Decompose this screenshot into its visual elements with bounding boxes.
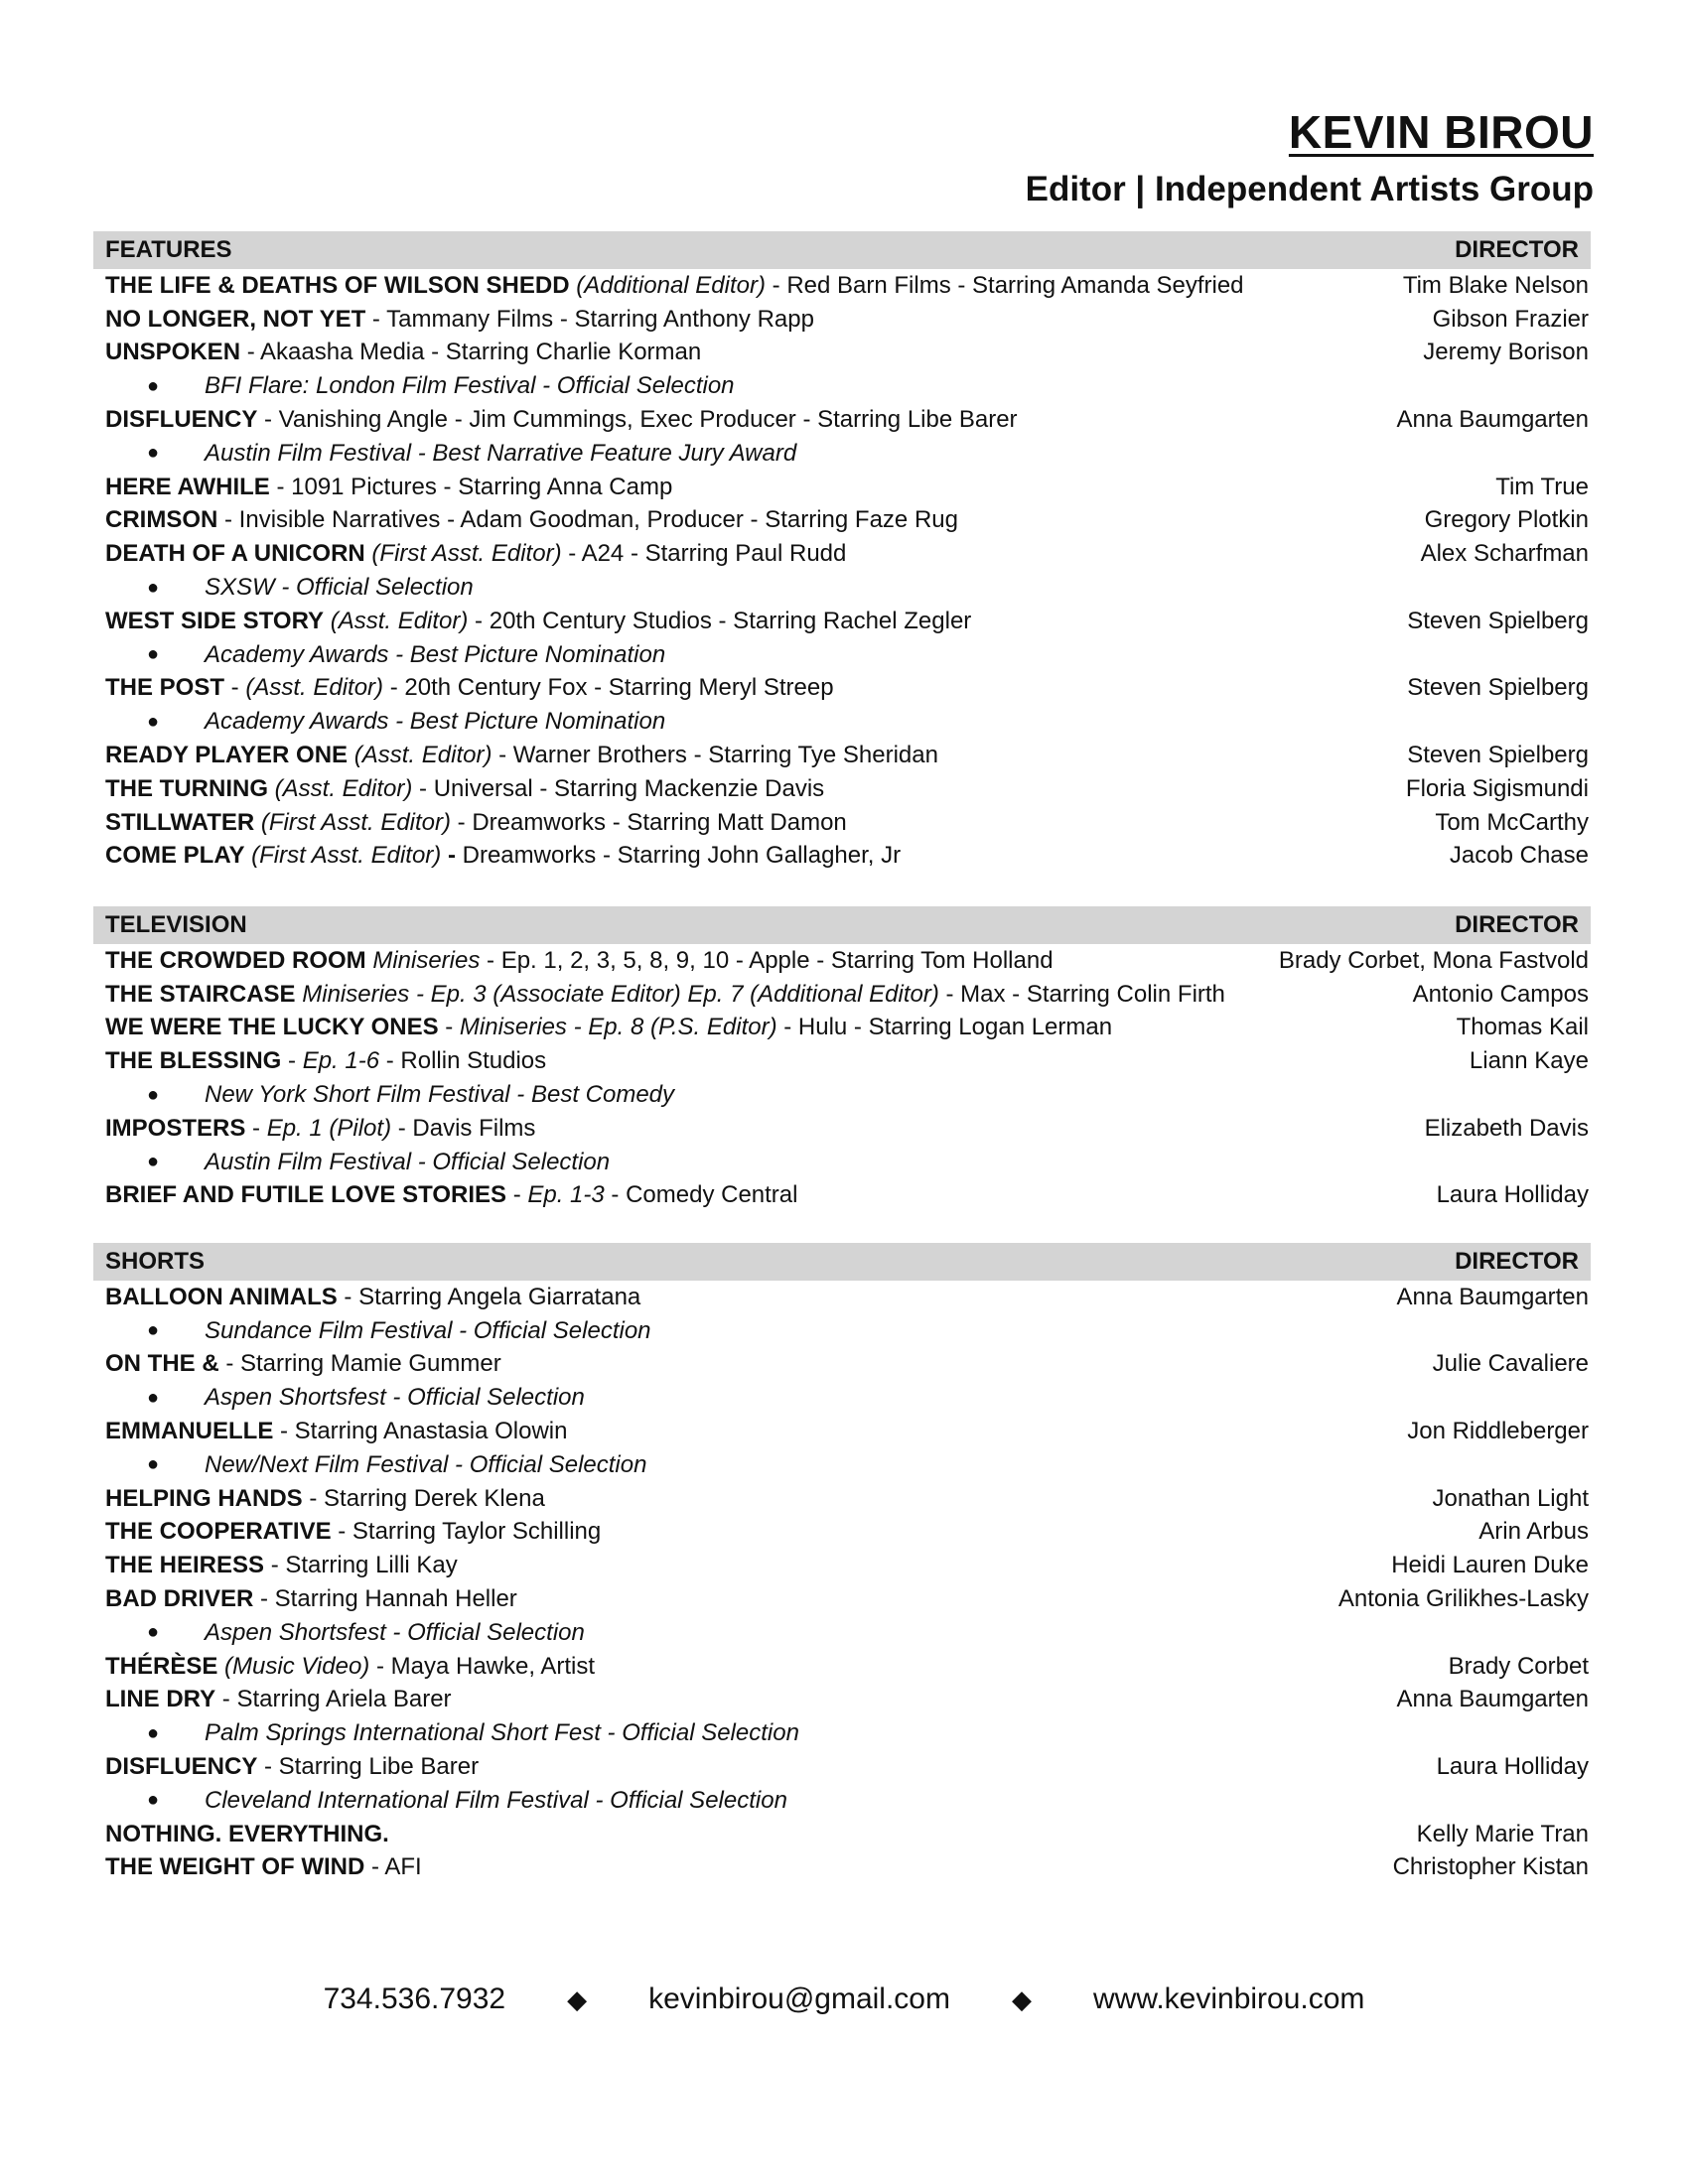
credit-text <box>105 540 846 568</box>
credit-details: - Starring Libe Barer <box>257 1753 480 1781</box>
award-note <box>93 1784 1591 1818</box>
award-note <box>93 369 1591 403</box>
credit-title: THE STAIRCASE <box>105 980 296 1008</box>
subtitle: Editor | Independent Artists Group <box>1025 170 1594 208</box>
credit-role: (First Asst. Editor) <box>244 842 442 870</box>
credit-separator: - <box>438 1014 460 1041</box>
credit-details: - 1091 Pictures - Starring Anna Camp <box>269 473 673 500</box>
award-text: Austin Film Festival - Best Narrative Feature Jury Award <box>205 439 797 467</box>
director-name: Anna Baumgarten <box>1396 1686 1589 1713</box>
director-name: Floria Sigismundi <box>1405 774 1589 802</box>
diamond-icon: ◆ <box>1011 1983 1032 2014</box>
director-name: Arin Arbus <box>1478 1518 1589 1546</box>
director-name: Steven Spielberg <box>1407 607 1589 634</box>
credit-role: Miniseries - Ep. 3 (Associate Editor) Ep. 7 (Additional Editor) <box>295 980 939 1008</box>
section-title: SHORTS <box>105 1248 206 1275</box>
award-text: BFI Flare: London Film Festival - Official Selection <box>205 372 735 400</box>
credit-role: (First Asst. Editor) <box>364 540 562 568</box>
bullet-icon: ● <box>147 1386 160 1409</box>
email-link[interactable]: kevinbirou@gmail.com <box>648 1982 950 2015</box>
director-name: Julie Cavaliere <box>1432 1350 1589 1378</box>
credit-text <box>105 1350 501 1378</box>
credit-row <box>93 739 1591 772</box>
credit-row <box>93 1516 1591 1550</box>
features-section <box>93 231 1591 873</box>
credit-separator: - <box>441 842 456 870</box>
director-name: Gibson Frazier <box>1432 305 1589 333</box>
credit-separator: - <box>245 1114 267 1142</box>
credit-title: THE CROWDED ROOM <box>105 946 366 974</box>
director-name: Jeremy Borison <box>1423 339 1589 366</box>
credit-title: BRIEF AND FUTILE LOVE STORIES <box>105 1181 507 1209</box>
award-note <box>93 1314 1591 1348</box>
director-name: Thomas Kail <box>1456 1014 1589 1041</box>
credit-details: Dreamworks - Starring John Gallagher, Jr <box>455 842 902 870</box>
credit-text <box>105 306 814 334</box>
bullet-icon: ● <box>147 710 160 733</box>
director-name: Steven Spielberg <box>1407 742 1589 769</box>
credit-row <box>93 1281 1591 1314</box>
award-text: Palm Springs International Short Fest - Official Selection <box>205 1719 799 1747</box>
director-name: Anna Baumgarten <box>1396 406 1589 434</box>
award-note <box>93 705 1591 739</box>
credit-row <box>93 1650 1591 1684</box>
director-name: Tim Blake Nelson <box>1402 271 1589 299</box>
credit-title: HELPING HANDS <box>105 1484 303 1512</box>
credit-row <box>93 303 1591 337</box>
credit-text <box>105 947 1054 975</box>
credit-text <box>105 674 834 702</box>
credit-text <box>105 608 971 635</box>
credit-text <box>105 1047 546 1075</box>
credit-details: - Starring Anastasia Olowin <box>273 1418 568 1445</box>
credit-row <box>93 1044 1591 1078</box>
credit-details: - Red Barn Films - Starring Amanda Seyfried <box>766 271 1244 299</box>
credit-title: BAD DRIVER <box>105 1585 254 1613</box>
credit-text <box>105 272 1244 300</box>
director-name: Liann Kaye <box>1469 1047 1589 1075</box>
credit-details: - Universal - Starring Mackenzie Davis <box>412 774 825 802</box>
award-note <box>93 437 1591 471</box>
credit-row <box>93 471 1591 504</box>
credit-separator: - <box>281 1047 303 1075</box>
bullet-icon: ● <box>147 374 160 397</box>
resume-header <box>1026 105 1594 210</box>
credit-title: NOTHING. EVERYTHING. <box>105 1820 389 1847</box>
credit-role: (Music Video) <box>217 1652 370 1680</box>
credit-details: - Starring Mamie Gummer <box>218 1350 501 1378</box>
credit-details: - Starring Hannah Heller <box>253 1585 517 1613</box>
director-name: Alex Scharfman <box>1420 540 1589 568</box>
credit-text <box>105 842 901 870</box>
credit-title: THE WEIGHT OF WIND <box>105 1853 365 1881</box>
credit-row <box>93 1112 1591 1146</box>
credit-title: READY PLAYER ONE <box>105 742 349 769</box>
credit-details: - A24 - Starring Paul Rudd <box>561 540 847 568</box>
credit-text <box>105 1014 1112 1041</box>
award-note <box>93 638 1591 672</box>
credit-details: - Starring Angela Giarratana <box>337 1283 641 1310</box>
award-text: Academy Awards - Best Picture Nomination <box>205 640 666 668</box>
credit-row <box>93 1818 1591 1851</box>
credit-details: - Akaasha Media - Starring Charlie Korman <box>240 339 702 366</box>
director-name: Brady Corbet, Mona Fastvold <box>1278 946 1589 974</box>
credit-details: - Starring Lilli Kay <box>264 1552 458 1579</box>
bullet-icon: ● <box>147 1721 160 1744</box>
credit-text <box>105 775 824 803</box>
contact-footer <box>0 1982 1688 2016</box>
bullet-icon: ● <box>147 442 160 465</box>
credit-details: - Dreamworks - Starring Matt Damon <box>451 808 847 836</box>
name-title: KEVIN BIROU <box>1288 106 1594 158</box>
award-text: SXSW - Official Selection <box>205 574 474 602</box>
credit-title: IMPOSTERS <box>105 1114 246 1142</box>
shorts-header <box>93 1243 1591 1281</box>
credit-row <box>93 1482 1591 1516</box>
credit-text <box>105 1418 567 1445</box>
award-note <box>93 1448 1591 1482</box>
credit-text <box>105 1753 479 1781</box>
credit-row <box>93 1179 1591 1213</box>
credit-title: DISFLUENCY <box>105 1753 258 1781</box>
credit-text <box>105 506 958 534</box>
credit-text <box>105 742 938 769</box>
credit-row <box>93 1348 1591 1382</box>
director-name: Kelly Marie Tran <box>1416 1820 1589 1847</box>
director-name: Elizabeth Davis <box>1424 1114 1589 1142</box>
credit-title: THE BLESSING <box>105 1047 282 1075</box>
director-name: Christopher Kistan <box>1392 1853 1589 1881</box>
section-title: FEATURES <box>105 236 232 263</box>
credit-row <box>93 1750 1591 1784</box>
diamond-icon: ◆ <box>567 1983 588 2014</box>
credit-text <box>105 1518 601 1546</box>
director-name: Steven Spielberg <box>1407 674 1589 702</box>
credit-row <box>93 1582 1591 1616</box>
website-link[interactable]: www.kevinbirou.com <box>1092 1982 1365 2015</box>
credit-title: THÉRÈSE <box>105 1652 218 1680</box>
credit-role: (Asst. Editor) <box>348 742 492 769</box>
credit-details: - Davis Films <box>391 1114 536 1142</box>
credit-title: DEATH OF A UNICORN <box>105 540 365 568</box>
credit-text <box>105 981 1225 1009</box>
director-name: Jon Riddleberger <box>1407 1418 1589 1445</box>
credit-row <box>93 944 1591 978</box>
award-text: Sundance Film Festival - Official Selection <box>205 1316 651 1344</box>
shorts-section <box>93 1243 1591 1884</box>
credit-title: THE HEIRESS <box>105 1552 265 1579</box>
director-name: Jonathan Light <box>1432 1484 1589 1512</box>
credit-role: (First Asst. Editor) <box>254 808 452 836</box>
director-name: Jacob Chase <box>1449 842 1589 870</box>
credit-title: THE LIFE & DEATHS OF WILSON SHEDD <box>105 271 570 299</box>
award-text: Cleveland International Film Festival - Official Selection <box>205 1786 787 1814</box>
award-text: New/Next Film Festival - Official Selection <box>205 1450 647 1478</box>
credit-row <box>93 1851 1591 1885</box>
credit-role: Ep. 1 (Pilot) <box>266 1114 392 1142</box>
director-name: Laura Holliday <box>1436 1181 1589 1209</box>
credit-details: - Invisible Narratives - Adam Goodman, Producer - Starring Faze Rug <box>217 506 958 534</box>
phone-number: 734.536.7932 <box>323 1982 506 2015</box>
bullet-icon: ● <box>147 1621 160 1644</box>
credit-title: DISFLUENCY <box>105 406 258 434</box>
credit-text <box>105 474 672 501</box>
credit-text <box>105 1485 545 1513</box>
award-text: Austin Film Festival - Official Selection <box>205 1148 611 1175</box>
credit-role: (Asst. Editor) <box>268 774 413 802</box>
credit-details: - 20th Century Studios - Starring Rachel Zegler <box>468 607 972 634</box>
credit-title: HERE AWHILE <box>105 473 270 500</box>
credit-role: Miniseries - Ep. 8 (P.S. Editor) <box>459 1014 777 1041</box>
section-title: TELEVISION <box>105 911 247 938</box>
award-text: Academy Awards - Best Picture Nomination <box>205 708 666 736</box>
credit-role: (Asst. Editor) <box>324 607 469 634</box>
credit-role: (Additional Editor) <box>569 271 766 299</box>
credit-text <box>105 1552 458 1579</box>
director-name: Tim True <box>1495 473 1589 500</box>
credit-title: STILLWATER <box>105 808 255 836</box>
credit-text <box>105 339 701 366</box>
director-column-header: DIRECTOR <box>1455 911 1579 938</box>
credit-title: WEST SIDE STORY <box>105 607 325 634</box>
bullet-icon: ● <box>147 576 160 599</box>
features-header <box>93 231 1591 269</box>
credit-details: - Hulu - Starring Logan Lerman <box>776 1014 1113 1041</box>
director-column-header: DIRECTOR <box>1455 236 1579 263</box>
credit-details: - Vanishing Angle - Jim Cummings, Exec Producer - Starring Libe Barer <box>257 406 1018 434</box>
credit-title: LINE DRY <box>105 1686 216 1713</box>
bullet-icon: ● <box>147 1453 160 1476</box>
credit-text <box>105 1686 452 1713</box>
credit-details: - Max - Starring Colin Firth <box>938 980 1225 1008</box>
director-name: Laura Holliday <box>1436 1753 1589 1781</box>
credit-details: - Starring Ariela Barer <box>215 1686 452 1713</box>
credit-details: - Maya Hawke, Artist <box>369 1652 596 1680</box>
director-name: Brady Corbet <box>1448 1652 1589 1680</box>
award-note <box>93 1716 1591 1750</box>
credit-row <box>93 403 1591 437</box>
credit-row <box>93 840 1591 874</box>
credit-row <box>93 337 1591 370</box>
credit-title: THE POST <box>105 674 225 702</box>
credit-details: - Comedy Central <box>604 1181 798 1209</box>
bullet-icon: ● <box>147 1083 160 1106</box>
credit-title: UNSPOKEN <box>105 339 241 366</box>
award-text: Aspen Shortsfest - Official Selection <box>205 1384 585 1412</box>
credit-text <box>105 1585 517 1613</box>
award-note <box>93 1616 1591 1650</box>
credit-title: NO LONGER, NOT YET <box>105 305 366 333</box>
credit-text <box>105 1853 422 1881</box>
credit-details: - AFI <box>364 1853 422 1881</box>
credit-details: - Starring Derek Klena <box>302 1484 545 1512</box>
credit-title: ON THE & <box>105 1350 219 1378</box>
credit-title: EMMANUELLE <box>105 1418 274 1445</box>
television-header <box>93 906 1591 944</box>
television-section <box>93 906 1591 1212</box>
credit-title: BALLOON ANIMALS <box>105 1283 338 1310</box>
credit-row <box>93 605 1591 638</box>
credit-row <box>93 806 1591 840</box>
credit-separator: - <box>224 674 246 702</box>
bullet-icon: ● <box>147 643 160 666</box>
credit-row <box>93 1012 1591 1045</box>
director-name: Tom McCarthy <box>1435 808 1589 836</box>
credit-row <box>93 269 1591 303</box>
credit-title: WE WERE THE LUCKY ONES <box>105 1014 439 1041</box>
credit-title: THE TURNING <box>105 774 268 802</box>
credit-row <box>93 772 1591 806</box>
credit-row <box>93 1684 1591 1717</box>
director-name: Heidi Lauren Duke <box>1391 1552 1589 1579</box>
credit-role: Ep. 1-3 <box>527 1181 605 1209</box>
credit-role: Ep. 1-6 <box>302 1047 380 1075</box>
credit-details: - Rollin Studios <box>379 1047 547 1075</box>
credit-title: THE COOPERATIVE <box>105 1518 332 1546</box>
credit-text <box>105 1653 595 1681</box>
credit-row <box>93 1549 1591 1582</box>
director-name: Antonio Campos <box>1412 980 1589 1008</box>
credit-row <box>93 504 1591 538</box>
bullet-icon: ● <box>147 1789 160 1812</box>
credit-text <box>105 1181 797 1209</box>
director-name: Gregory Plotkin <box>1424 506 1589 534</box>
credit-separator: - <box>506 1181 528 1209</box>
credit-role: Miniseries <box>365 946 481 974</box>
credit-text <box>105 1284 640 1311</box>
credit-text <box>105 1821 389 1848</box>
director-name: Antonia Grilikhes-Lasky <box>1337 1585 1589 1613</box>
credit-text <box>105 1115 535 1143</box>
bullet-icon: ● <box>147 1151 160 1173</box>
award-text: Aspen Shortsfest - Official Selection <box>205 1618 585 1646</box>
credit-text <box>105 406 1018 434</box>
credit-row <box>93 978 1591 1012</box>
credit-title: COME PLAY <box>105 842 245 870</box>
credit-row <box>93 1415 1591 1448</box>
credit-details: - Tammany Films - Starring Anthony Rapp <box>365 305 814 333</box>
credit-row <box>93 672 1591 706</box>
credit-text <box>105 809 847 837</box>
credit-role: (Asst. Editor) <box>245 674 384 702</box>
award-note <box>93 1381 1591 1415</box>
credit-details: - Starring Taylor Schilling <box>331 1518 602 1546</box>
award-note <box>93 1146 1591 1179</box>
credit-details: - Warner Brothers - Starring Tye Sheridan <box>492 742 938 769</box>
credit-details: - Ep. 1, 2, 3, 5, 8, 9, 10 - Apple - Starring Tom Holland <box>480 946 1054 974</box>
director-column-header: DIRECTOR <box>1455 1248 1579 1275</box>
award-text: New York Short Film Festival - Best Comedy <box>205 1081 675 1109</box>
award-note <box>93 1078 1591 1112</box>
credit-title: CRIMSON <box>105 506 218 534</box>
award-note <box>93 571 1591 605</box>
credit-details: - 20th Century Fox - Starring Meryl Streep <box>383 674 834 702</box>
bullet-icon: ● <box>147 1319 160 1342</box>
credit-row <box>93 537 1591 571</box>
director-name: Anna Baumgarten <box>1396 1283 1589 1310</box>
